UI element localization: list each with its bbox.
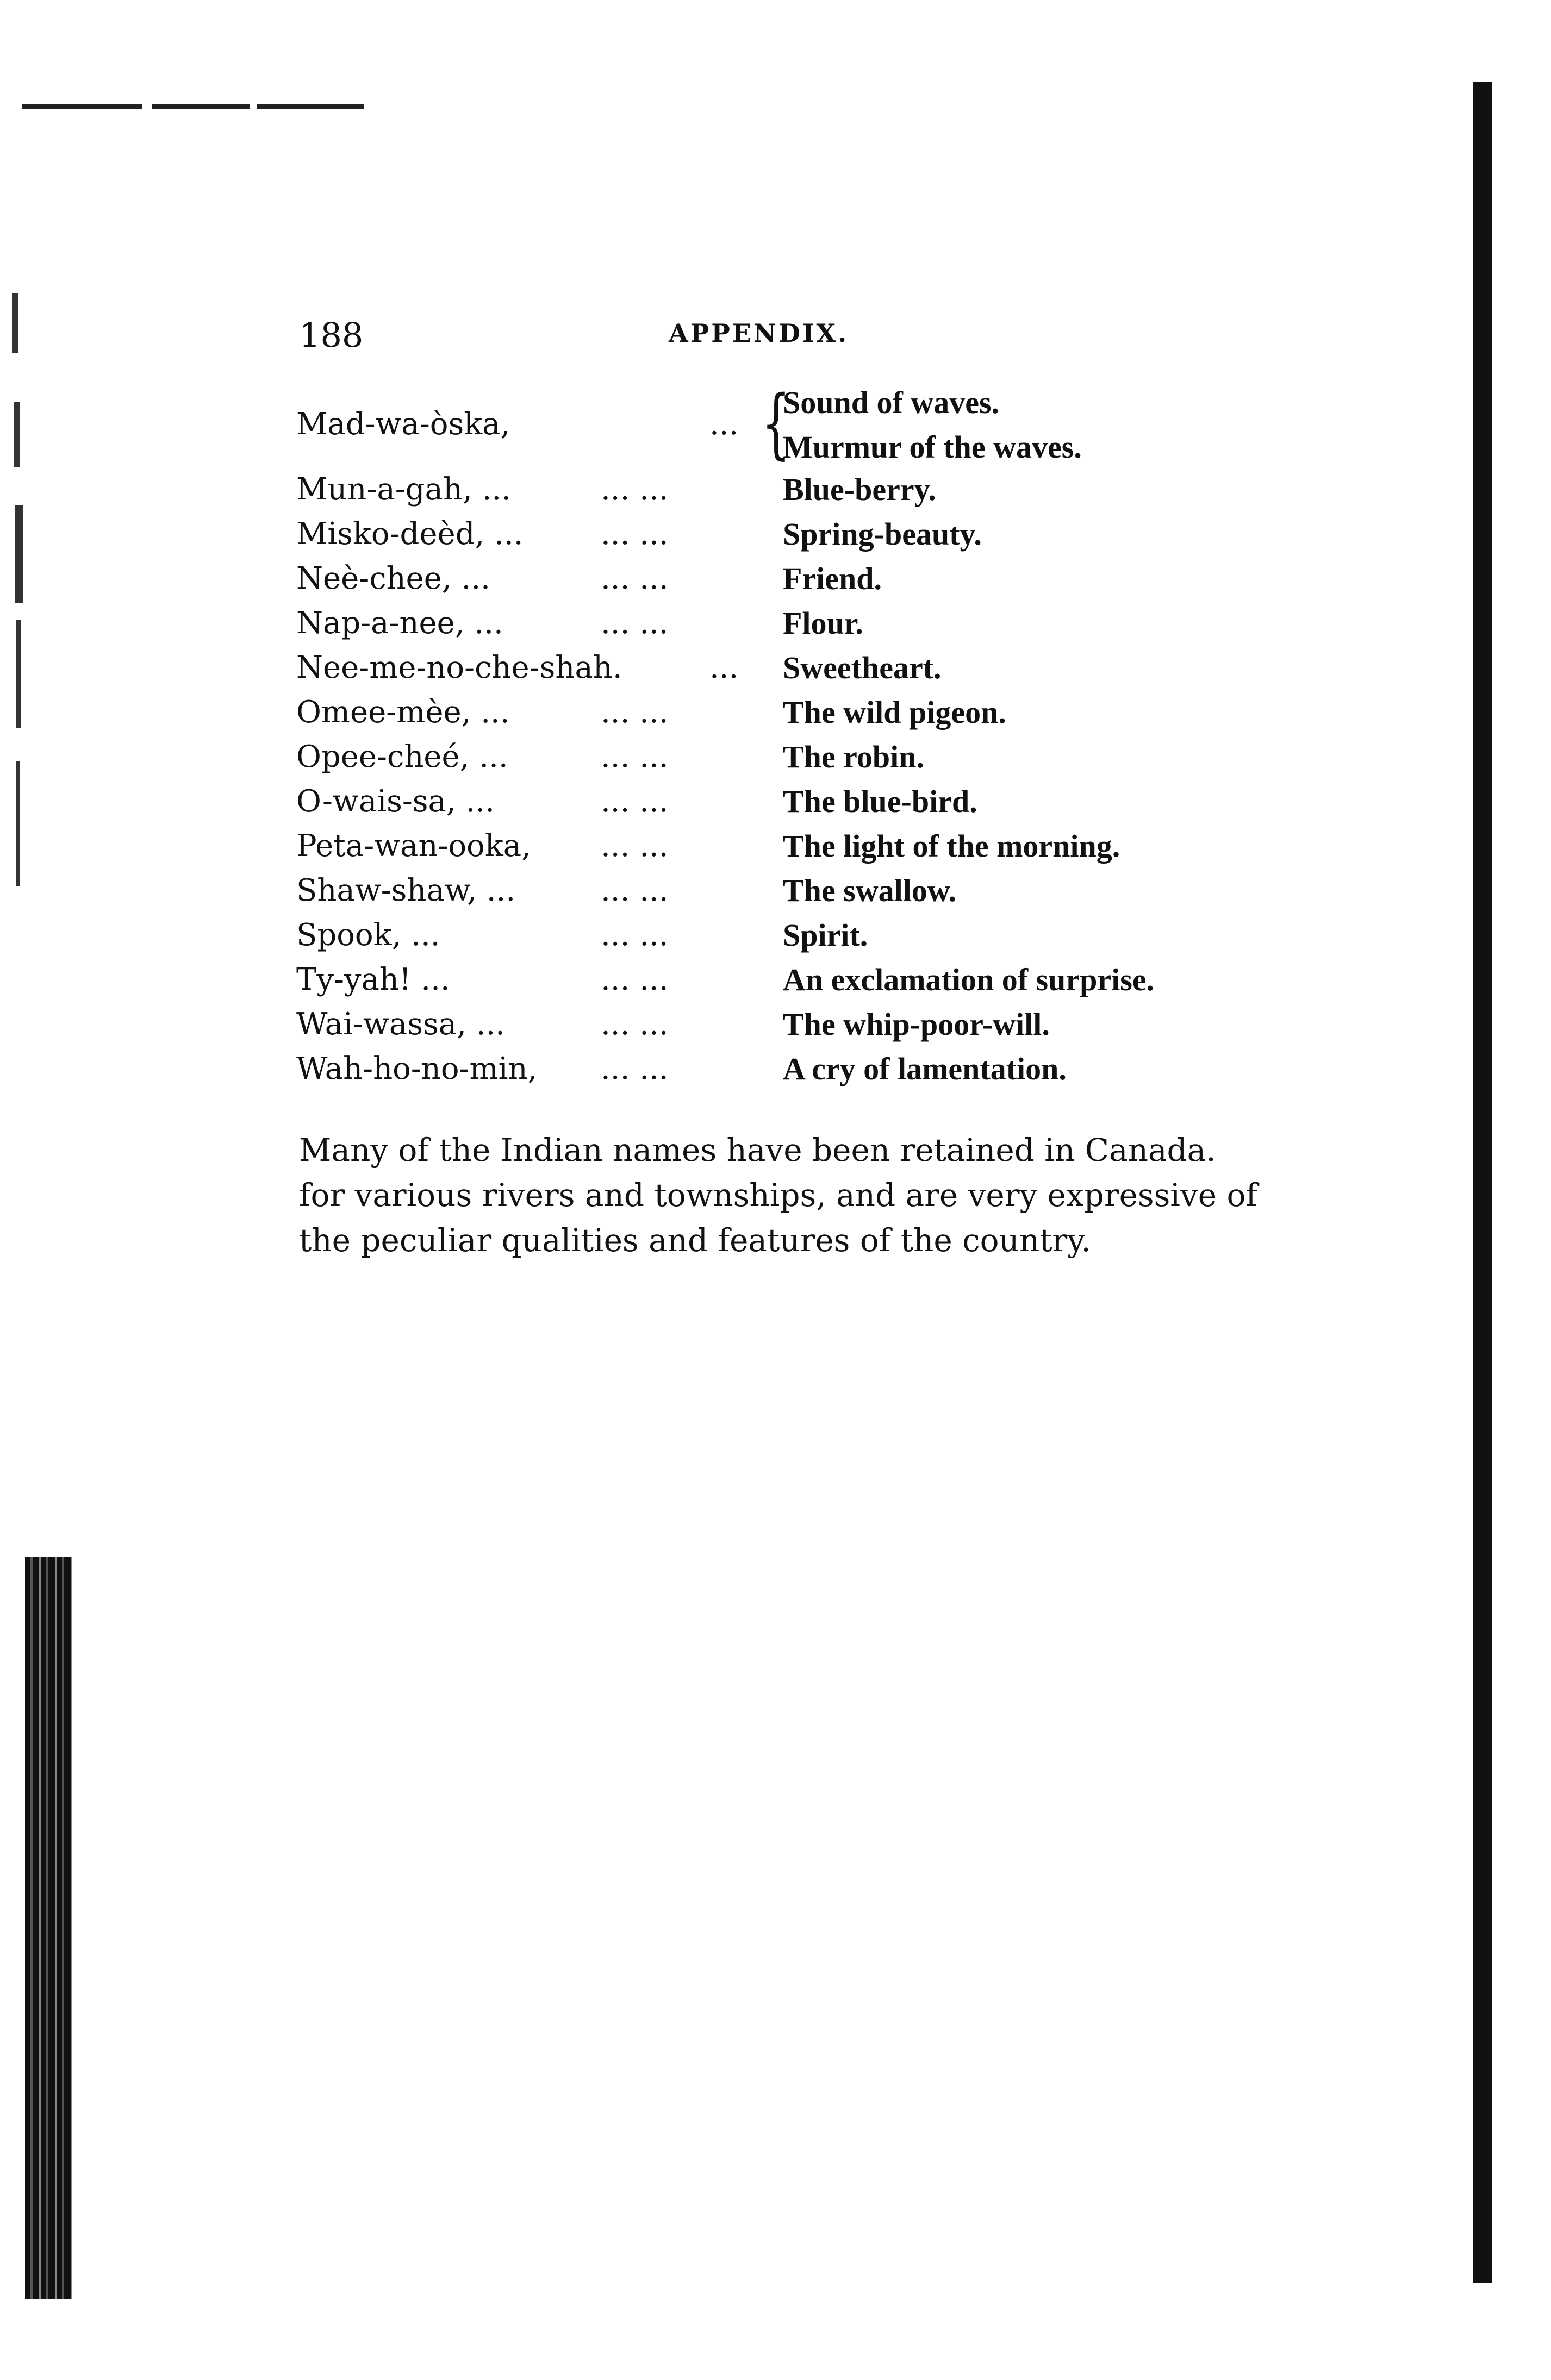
- entry-meaning: Sound of waves.: [783, 385, 1000, 420]
- scan-binding-edge: [1473, 82, 1492, 2283]
- entry-term: Misko-deèd, ...: [296, 516, 524, 552]
- scan-speck: [15, 505, 23, 603]
- glossary-entry: [296, 779, 1329, 824]
- entry-meaning: The blue-bird.: [783, 784, 977, 819]
- paragraph-line: the peculiar qualities and features of the country.: [299, 1222, 1091, 1259]
- entry-leader-dots: ... ...: [601, 1051, 669, 1086]
- page-number: 188: [299, 315, 364, 355]
- glossary-entry: [296, 913, 1329, 958]
- entry-meaning: Spring-beauty.: [783, 516, 982, 552]
- braced-entry: [296, 380, 1329, 467]
- entry-leader-dots: ...: [709, 650, 739, 685]
- closing-paragraph: [299, 1128, 1278, 1263]
- entry-term: Spook, ...: [296, 917, 440, 953]
- entry-term: Nee-me-no-che-shah.: [296, 650, 622, 685]
- scan-speck: [14, 402, 20, 467]
- entry-term: Omee-mèe, ...: [296, 695, 510, 730]
- entry-meaning: The wild pigeon.: [783, 695, 1006, 730]
- entry-meaning: The light of the morning.: [783, 828, 1120, 864]
- entry-leader-dots: ... ...: [601, 873, 669, 908]
- brace-symbol: {: [761, 379, 791, 468]
- glossary-entry: [296, 467, 1329, 512]
- scan-edge-rule: [22, 104, 364, 109]
- entry-term: Opee-cheé, ...: [296, 739, 508, 774]
- page-header: [299, 315, 1158, 359]
- entry-leader-dots: ... ...: [601, 917, 669, 953]
- entry-leader-dots: ... ...: [601, 472, 669, 507]
- glossary-entry: [296, 869, 1329, 913]
- scan-edge-gap: [250, 104, 257, 109]
- entry-term: Mun-a-gah, ...: [296, 472, 512, 507]
- glossary-entry: [296, 557, 1329, 601]
- glossary-entry: [296, 1047, 1329, 1091]
- entry-meaning: Murmur of the waves.: [783, 429, 1082, 465]
- entry-leader-dots: ... ...: [601, 962, 669, 997]
- entry-leader-dots: ... ...: [601, 695, 669, 730]
- paragraph-line: for various rivers and townships, and are very expressive of: [299, 1177, 1257, 1214]
- scan-edge-gap: [142, 104, 152, 109]
- entry-leader-dots: ... ...: [601, 739, 669, 774]
- running-head: APPENDIX.: [669, 318, 849, 348]
- glossary-entry: [296, 601, 1329, 646]
- scan-speck: [12, 293, 18, 353]
- entry-leader-dots: ... ...: [601, 784, 669, 819]
- entry-term: Ty-yah! ...: [296, 962, 450, 997]
- entry-meaning: Blue-berry.: [783, 472, 936, 507]
- entry-term: Wah-ho-no-min,: [296, 1051, 538, 1086]
- entry-leader-dots: ... ...: [601, 1007, 669, 1042]
- entry-leader-dots: ... ...: [601, 605, 669, 641]
- entry-meaning: Spirit.: [783, 917, 868, 953]
- entry-meaning: The whip-poor-will.: [783, 1007, 1050, 1042]
- glossary-entry: [296, 824, 1329, 869]
- scan-speck: [16, 761, 20, 886]
- entry-meaning: The robin.: [783, 739, 925, 774]
- glossary-entry: [296, 512, 1329, 557]
- glossary-entry: [296, 958, 1329, 1002]
- entry-meaning: Sweetheart.: [783, 650, 942, 685]
- entry-term: Mad-wa-òska,: [296, 407, 510, 442]
- glossary-entry: [296, 646, 1329, 690]
- paragraph-line: Many of the Indian names have been retained in Canada.: [299, 1132, 1216, 1169]
- entry-meaning: An exclamation of surprise.: [783, 962, 1155, 997]
- entry-leader-dots: ...: [709, 407, 739, 442]
- entry-leader-dots: ... ...: [601, 561, 669, 596]
- glossary-entry: [296, 690, 1329, 735]
- entry-meaning: The swallow.: [783, 873, 957, 908]
- entry-leader-dots: ... ...: [601, 516, 669, 552]
- entry-leader-dots: ... ...: [601, 828, 669, 864]
- scan-gutter-shadow: [25, 1557, 72, 2299]
- entry-meaning: Friend.: [783, 561, 882, 596]
- entry-term: Nap-a-nee, ...: [296, 605, 503, 641]
- entry-term: Peta-wan-ooka,: [296, 828, 531, 864]
- entry-term: Neè-chee, ...: [296, 561, 490, 596]
- entry-term: Shaw-shaw, ...: [296, 873, 516, 908]
- entry-term: O-wais-sa, ...: [296, 784, 495, 819]
- entry-meaning: A cry of lamentation.: [783, 1051, 1067, 1086]
- glossary-entry: [296, 735, 1329, 779]
- scan-speck: [16, 620, 21, 728]
- entry-meaning: Flour.: [783, 605, 863, 641]
- entry-term: Wai-wassa, ...: [296, 1007, 506, 1042]
- glossary-entry: [296, 1002, 1329, 1047]
